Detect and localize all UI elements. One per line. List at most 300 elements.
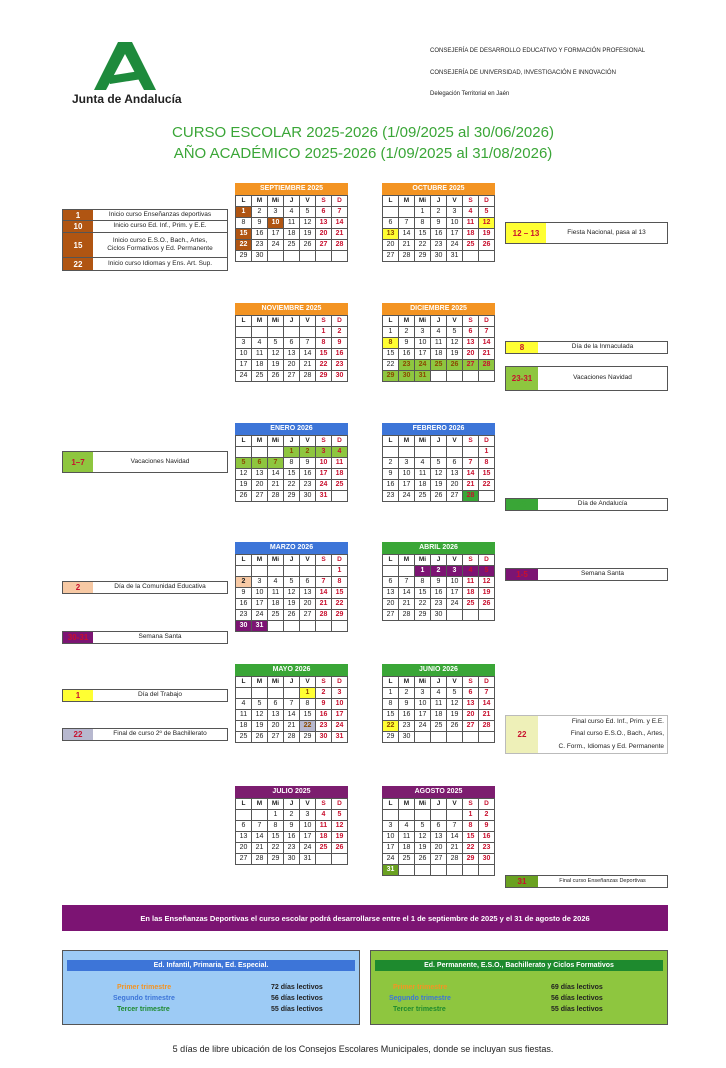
day-cell: 26 xyxy=(332,843,348,854)
day-cell: 31 xyxy=(316,491,332,502)
day-cell: 25 xyxy=(399,854,415,865)
weekday-header: V xyxy=(447,316,463,327)
day-cell: 12 xyxy=(479,577,495,588)
day-cell xyxy=(236,327,252,338)
legend-code: 15 xyxy=(63,233,93,257)
day-cell: 5 xyxy=(268,338,284,349)
day-cell: 11 xyxy=(252,349,268,360)
day-cell: 1 xyxy=(284,447,300,458)
calendar-octubre xyxy=(382,183,495,262)
day-cell xyxy=(463,371,479,382)
day-cell: 9 xyxy=(383,469,399,480)
calendar-septiembre xyxy=(235,183,348,262)
day-cell: 23 xyxy=(399,360,415,371)
day-cell: 8 xyxy=(316,338,332,349)
day-cell: 26 xyxy=(268,371,284,382)
legend-fiesta-nacional xyxy=(505,222,668,244)
day-cell: 25 xyxy=(463,599,479,610)
day-cell: 22 xyxy=(332,599,348,610)
calendar-agosto xyxy=(382,786,495,876)
day-cell: 4 xyxy=(431,327,447,338)
day-cell: 17 xyxy=(300,832,316,843)
day-cell: 2 xyxy=(431,207,447,218)
day-cell: 27 xyxy=(447,491,463,502)
calendar-diciembre xyxy=(382,303,495,382)
day-cell: 20 xyxy=(284,360,300,371)
day-cell: 2 xyxy=(399,327,415,338)
logo-text: Junta de Andalucía xyxy=(72,92,182,106)
day-cell: 15 xyxy=(463,832,479,843)
day-cell: 27 xyxy=(300,610,316,621)
day-cell: 13 xyxy=(268,710,284,721)
day-cell: 8 xyxy=(479,458,495,469)
legend-label: Final curso Ed. Inf., Prim. y E.E. xyxy=(571,717,664,725)
day-cell: 26 xyxy=(431,491,447,502)
day-cell xyxy=(399,865,415,876)
day-cell: 5 xyxy=(415,821,431,832)
day-cell: 5 xyxy=(236,458,252,469)
weekday-header: D xyxy=(479,316,495,327)
day-cell: 29 xyxy=(268,854,284,865)
month-header: NOVIEMBRE 2025 xyxy=(235,303,348,315)
day-cell: 31 xyxy=(447,251,463,262)
month-header: FEBRERO 2026 xyxy=(382,423,495,435)
day-cell: 21 xyxy=(479,710,495,721)
day-cell: 9 xyxy=(332,338,348,349)
day-cell: 25 xyxy=(236,732,252,743)
day-cell: 23 xyxy=(431,599,447,610)
day-cell xyxy=(383,447,399,458)
day-cell xyxy=(316,621,332,632)
day-cell: 14 xyxy=(463,469,479,480)
day-cell: 29 xyxy=(463,854,479,865)
day-cell: 15 xyxy=(383,349,399,360)
day-cell: 7 xyxy=(268,458,284,469)
legend-code: 23-31 xyxy=(506,367,538,390)
day-cell xyxy=(252,810,268,821)
day-cell: 24 xyxy=(415,360,431,371)
day-cell: 6 xyxy=(431,821,447,832)
weekday-header: S xyxy=(463,677,479,688)
day-cell: 17 xyxy=(415,710,431,721)
day-cell: 17 xyxy=(268,229,284,240)
day-cell: 24 xyxy=(252,610,268,621)
day-cell xyxy=(479,371,495,382)
day-cell: 4 xyxy=(332,447,348,458)
month-header: DICIEMBRE 2025 xyxy=(382,303,495,315)
day-cell: 15 xyxy=(316,349,332,360)
day-cell: 19 xyxy=(252,721,268,732)
day-cell: 26 xyxy=(284,610,300,621)
weekday-header: V xyxy=(447,196,463,207)
day-cell: 8 xyxy=(268,821,284,832)
day-cell: 16 xyxy=(316,710,332,721)
day-cell: 3 xyxy=(447,207,463,218)
day-cell: 8 xyxy=(383,699,399,710)
day-cell: 22 xyxy=(383,721,399,732)
day-cell: 9 xyxy=(399,699,415,710)
weekday-header: S xyxy=(316,436,332,447)
day-cell: 15 xyxy=(300,710,316,721)
day-cell: 10 xyxy=(383,832,399,843)
day-cell: 31 xyxy=(415,371,431,382)
day-cell: 19 xyxy=(447,710,463,721)
day-cell: 27 xyxy=(463,360,479,371)
day-cell: 5 xyxy=(332,810,348,821)
weekday-header: L xyxy=(383,555,399,566)
day-cell: 11 xyxy=(236,710,252,721)
month-header: MARZO 2026 xyxy=(235,542,348,554)
day-cell: 21 xyxy=(463,480,479,491)
calendar-abril xyxy=(382,542,495,621)
day-cell: 7 xyxy=(252,821,268,832)
legend-label: Inicio curso Enseñanzas deportivas xyxy=(108,210,212,218)
legend-code: 22 xyxy=(506,716,538,753)
weekday-header: V xyxy=(300,436,316,447)
day-cell: 27 xyxy=(236,854,252,865)
day-cell: 16 xyxy=(300,469,316,480)
day-cell: 16 xyxy=(479,832,495,843)
day-cell: 3 xyxy=(252,577,268,588)
day-cell: 30 xyxy=(300,491,316,502)
weekday-header: J xyxy=(284,436,300,447)
weekday-header: Mi xyxy=(415,799,431,810)
weekday-header: Mi xyxy=(268,436,284,447)
day-cell: 1 xyxy=(268,810,284,821)
day-cell: 29 xyxy=(383,371,399,382)
legend-bachillerato xyxy=(62,728,228,741)
footer-note: 5 días de libre ubicación de los Consejos Escolares Municipales, donde se incluyan sus fiestas. xyxy=(172,1044,554,1054)
legend-label: C. Form., Idiomas y Ed. Permanente xyxy=(558,742,664,750)
day-cell: 23 xyxy=(479,843,495,854)
month-header: JULIO 2025 xyxy=(235,786,348,798)
legend-code: 10 xyxy=(63,221,93,232)
day-cell: 20 xyxy=(236,843,252,854)
summary-header: Ed. Permanente, E.S.O., Bachillerato y Ciclos Formativos xyxy=(375,960,663,971)
day-cell: 18 xyxy=(415,480,431,491)
day-cell xyxy=(332,491,348,502)
weekday-header: J xyxy=(431,555,447,566)
weekday-header: Mi xyxy=(268,677,284,688)
day-cell: 30 xyxy=(399,371,415,382)
day-cell xyxy=(463,865,479,876)
day-cell: 16 xyxy=(383,480,399,491)
day-cell: 8 xyxy=(332,577,348,588)
day-cell: 4 xyxy=(415,458,431,469)
day-cell: 12 xyxy=(447,338,463,349)
day-cell: 21 xyxy=(447,843,463,854)
day-cell xyxy=(399,207,415,218)
day-cell: 2 xyxy=(316,688,332,699)
day-cell: 25 xyxy=(415,491,431,502)
day-cell: 6 xyxy=(300,577,316,588)
weekday-header: V xyxy=(300,799,316,810)
day-cell: 13 xyxy=(383,229,399,240)
day-cell: 27 xyxy=(316,240,332,251)
day-cell: 24 xyxy=(447,599,463,610)
day-cell xyxy=(300,251,316,262)
day-cell: 20 xyxy=(447,480,463,491)
day-cell: 14 xyxy=(399,588,415,599)
month-header: ABRIL 2026 xyxy=(382,542,495,554)
weekday-header: J xyxy=(284,677,300,688)
day-cell: 20 xyxy=(431,843,447,854)
day-cell: 3 xyxy=(236,338,252,349)
day-cell: 9 xyxy=(316,699,332,710)
day-cell: 13 xyxy=(383,588,399,599)
day-cell: 7 xyxy=(399,218,415,229)
day-cell: 20 xyxy=(316,229,332,240)
day-cell: 27 xyxy=(383,610,399,621)
day-cell: 29 xyxy=(383,732,399,743)
day-cell: 22 xyxy=(415,240,431,251)
day-cell: 9 xyxy=(252,218,268,229)
day-cell: 29 xyxy=(300,732,316,743)
weekday-header: M xyxy=(399,436,415,447)
day-cell xyxy=(415,732,431,743)
day-cell xyxy=(399,566,415,577)
legend-label: Día de la Inmaculada xyxy=(571,343,634,351)
day-cell: 22 xyxy=(415,599,431,610)
day-cell xyxy=(447,732,463,743)
day-cell: 6 xyxy=(463,327,479,338)
month-header: ENERO 2026 xyxy=(235,423,348,435)
day-cell: 16 xyxy=(236,599,252,610)
day-cell: 25 xyxy=(431,360,447,371)
day-cell xyxy=(383,810,399,821)
day-cell: 29 xyxy=(415,610,431,621)
summary-days: 55 días lectivos xyxy=(271,1006,323,1013)
weekday-header: M xyxy=(252,436,268,447)
weekday-header: S xyxy=(463,555,479,566)
day-cell: 23 xyxy=(431,240,447,251)
day-cell: 15 xyxy=(236,229,252,240)
day-cell xyxy=(415,810,431,821)
calendar-febrero xyxy=(382,423,495,502)
day-cell: 6 xyxy=(268,699,284,710)
legend-andalucia xyxy=(505,498,668,511)
weekday-header: V xyxy=(447,677,463,688)
day-cell: 27 xyxy=(252,491,268,502)
day-cell xyxy=(284,251,300,262)
day-cell xyxy=(268,566,284,577)
day-cell: 10 xyxy=(447,577,463,588)
day-cell: 24 xyxy=(383,854,399,865)
day-cell: 13 xyxy=(431,832,447,843)
day-cell xyxy=(300,621,316,632)
legend-label: Final curso E.S.O., Bach., Artes, xyxy=(570,730,664,738)
institution-line-3: Delegación Territorial en Jaén xyxy=(430,91,510,97)
weekday-header: M xyxy=(252,196,268,207)
summary-term: Primer trimestre xyxy=(393,984,448,991)
day-cell: 18 xyxy=(463,588,479,599)
day-cell: 7 xyxy=(399,577,415,588)
day-cell: 3 xyxy=(268,207,284,218)
day-cell: 7 xyxy=(316,577,332,588)
weekday-header: Mi xyxy=(268,196,284,207)
weekday-header: M xyxy=(252,555,268,566)
weekday-header: S xyxy=(463,436,479,447)
weekday-header: V xyxy=(447,799,463,810)
day-cell: 6 xyxy=(463,688,479,699)
day-cell: 12 xyxy=(332,821,348,832)
weekday-header: S xyxy=(316,799,332,810)
weekday-header: L xyxy=(236,316,252,327)
day-cell: 20 xyxy=(463,349,479,360)
day-cell: 14 xyxy=(300,349,316,360)
day-cell: 24 xyxy=(268,240,284,251)
day-cell: 16 xyxy=(252,229,268,240)
weekday-header: L xyxy=(236,555,252,566)
day-cell: 3 xyxy=(316,447,332,458)
day-cell: 2 xyxy=(252,207,268,218)
day-cell: 11 xyxy=(284,218,300,229)
day-cell: 24 xyxy=(399,491,415,502)
day-cell: 1 xyxy=(383,327,399,338)
day-cell: 22 xyxy=(284,480,300,491)
weekday-header: S xyxy=(463,196,479,207)
weekday-header: D xyxy=(479,196,495,207)
month-header: OCTUBRE 2025 xyxy=(382,183,495,195)
day-cell xyxy=(316,251,332,262)
day-cell: 4 xyxy=(431,688,447,699)
day-cell: 7 xyxy=(447,821,463,832)
day-cell: 28 xyxy=(463,491,479,502)
day-cell: 12 xyxy=(252,710,268,721)
weekday-header: D xyxy=(479,677,495,688)
legend-navidad-ene xyxy=(62,451,228,473)
day-cell: 19 xyxy=(236,480,252,491)
summary-term: Tercer trimestre xyxy=(117,1006,170,1013)
weekday-header: M xyxy=(252,677,268,688)
weekday-header: L xyxy=(236,799,252,810)
day-cell: 15 xyxy=(383,710,399,721)
day-cell: 22 xyxy=(383,360,399,371)
day-cell xyxy=(415,447,431,458)
day-cell: 16 xyxy=(284,832,300,843)
day-cell xyxy=(252,566,268,577)
day-cell: 22 xyxy=(316,360,332,371)
day-cell xyxy=(479,865,495,876)
weekday-header: Mi xyxy=(415,555,431,566)
day-cell xyxy=(399,810,415,821)
weekday-header: J xyxy=(431,316,447,327)
weekday-header: D xyxy=(332,555,348,566)
day-cell: 1 xyxy=(415,566,431,577)
legend-label: Semana Santa xyxy=(580,570,624,578)
day-cell: 30 xyxy=(316,732,332,743)
day-cell xyxy=(284,566,300,577)
summary-days: 56 días lectivos xyxy=(551,995,603,1002)
legend-final-curso xyxy=(505,715,668,754)
weekday-header: V xyxy=(300,196,316,207)
day-cell: 11 xyxy=(316,821,332,832)
day-cell: 15 xyxy=(284,469,300,480)
summary-days: 69 días lectivos xyxy=(551,984,603,991)
day-cell: 30 xyxy=(252,251,268,262)
day-cell: 8 xyxy=(300,699,316,710)
day-cell: 19 xyxy=(431,480,447,491)
day-cell: 30 xyxy=(479,854,495,865)
day-cell: 26 xyxy=(415,854,431,865)
day-cell: 1 xyxy=(316,327,332,338)
day-cell: 1 xyxy=(415,207,431,218)
day-cell: 8 xyxy=(415,577,431,588)
day-cell: 25 xyxy=(252,371,268,382)
day-cell: 22 xyxy=(479,480,495,491)
weekday-header: M xyxy=(252,799,268,810)
day-cell: 23 xyxy=(316,721,332,732)
day-cell: 19 xyxy=(479,229,495,240)
weekday-header: L xyxy=(383,799,399,810)
day-cell: 29 xyxy=(415,251,431,262)
day-cell: 25 xyxy=(284,240,300,251)
day-cell: 9 xyxy=(300,458,316,469)
day-cell xyxy=(479,491,495,502)
day-cell: 12 xyxy=(236,469,252,480)
calendar-mayo xyxy=(235,664,348,743)
day-cell: 17 xyxy=(415,349,431,360)
calendar-junio xyxy=(382,664,495,743)
day-cell: 19 xyxy=(300,229,316,240)
page-title: CURSO ESCOLAR 2025-2026 (1/09/2025 al 30/06/2026) xyxy=(172,124,554,141)
weekday-header: M xyxy=(399,677,415,688)
day-cell: 24 xyxy=(300,843,316,854)
day-cell: 6 xyxy=(447,458,463,469)
legend-label: Día de Andalucía xyxy=(577,500,628,508)
weekday-header: L xyxy=(383,677,399,688)
legend-label: Fiesta Nacional, pasa al 13 xyxy=(567,228,646,236)
day-cell: 11 xyxy=(399,832,415,843)
weekday-header: J xyxy=(431,196,447,207)
day-cell: 11 xyxy=(431,699,447,710)
weekday-header: J xyxy=(431,436,447,447)
month-header: MAYO 2026 xyxy=(235,664,348,676)
weekday-header: V xyxy=(300,316,316,327)
legend-label: Ciclos Formativos y Ed. Permanente xyxy=(107,245,213,252)
weekday-header: Mi xyxy=(268,555,284,566)
day-cell: 1 xyxy=(383,688,399,699)
summary-days: 72 días lectivos xyxy=(271,984,323,991)
day-cell: 7 xyxy=(463,458,479,469)
legend-september xyxy=(62,209,228,272)
day-cell: 9 xyxy=(236,588,252,599)
weekday-header: Mi xyxy=(415,196,431,207)
day-cell: 14 xyxy=(447,832,463,843)
day-cell: 28 xyxy=(447,854,463,865)
summary-term: Tercer trimestre xyxy=(393,1006,446,1013)
weekday-header: S xyxy=(316,196,332,207)
day-cell: 27 xyxy=(463,721,479,732)
day-cell: 21 xyxy=(399,240,415,251)
legend-deportivas-fin xyxy=(505,875,668,888)
weekday-header: S xyxy=(316,316,332,327)
day-cell: 12 xyxy=(284,588,300,599)
day-cell: 2 xyxy=(236,577,252,588)
day-cell: 23 xyxy=(383,491,399,502)
day-cell: 4 xyxy=(399,821,415,832)
day-cell: 26 xyxy=(479,240,495,251)
day-cell: 17 xyxy=(316,469,332,480)
day-cell: 3 xyxy=(415,327,431,338)
day-cell xyxy=(431,371,447,382)
page-subtitle: AÑO ACADÉMICO 2025-2026 (1/09/2025 al 31/08/2026) xyxy=(173,145,553,162)
day-cell: 1 xyxy=(236,207,252,218)
day-cell: 25 xyxy=(431,721,447,732)
day-cell xyxy=(332,251,348,262)
day-cell: 17 xyxy=(332,710,348,721)
day-cell: 8 xyxy=(463,821,479,832)
